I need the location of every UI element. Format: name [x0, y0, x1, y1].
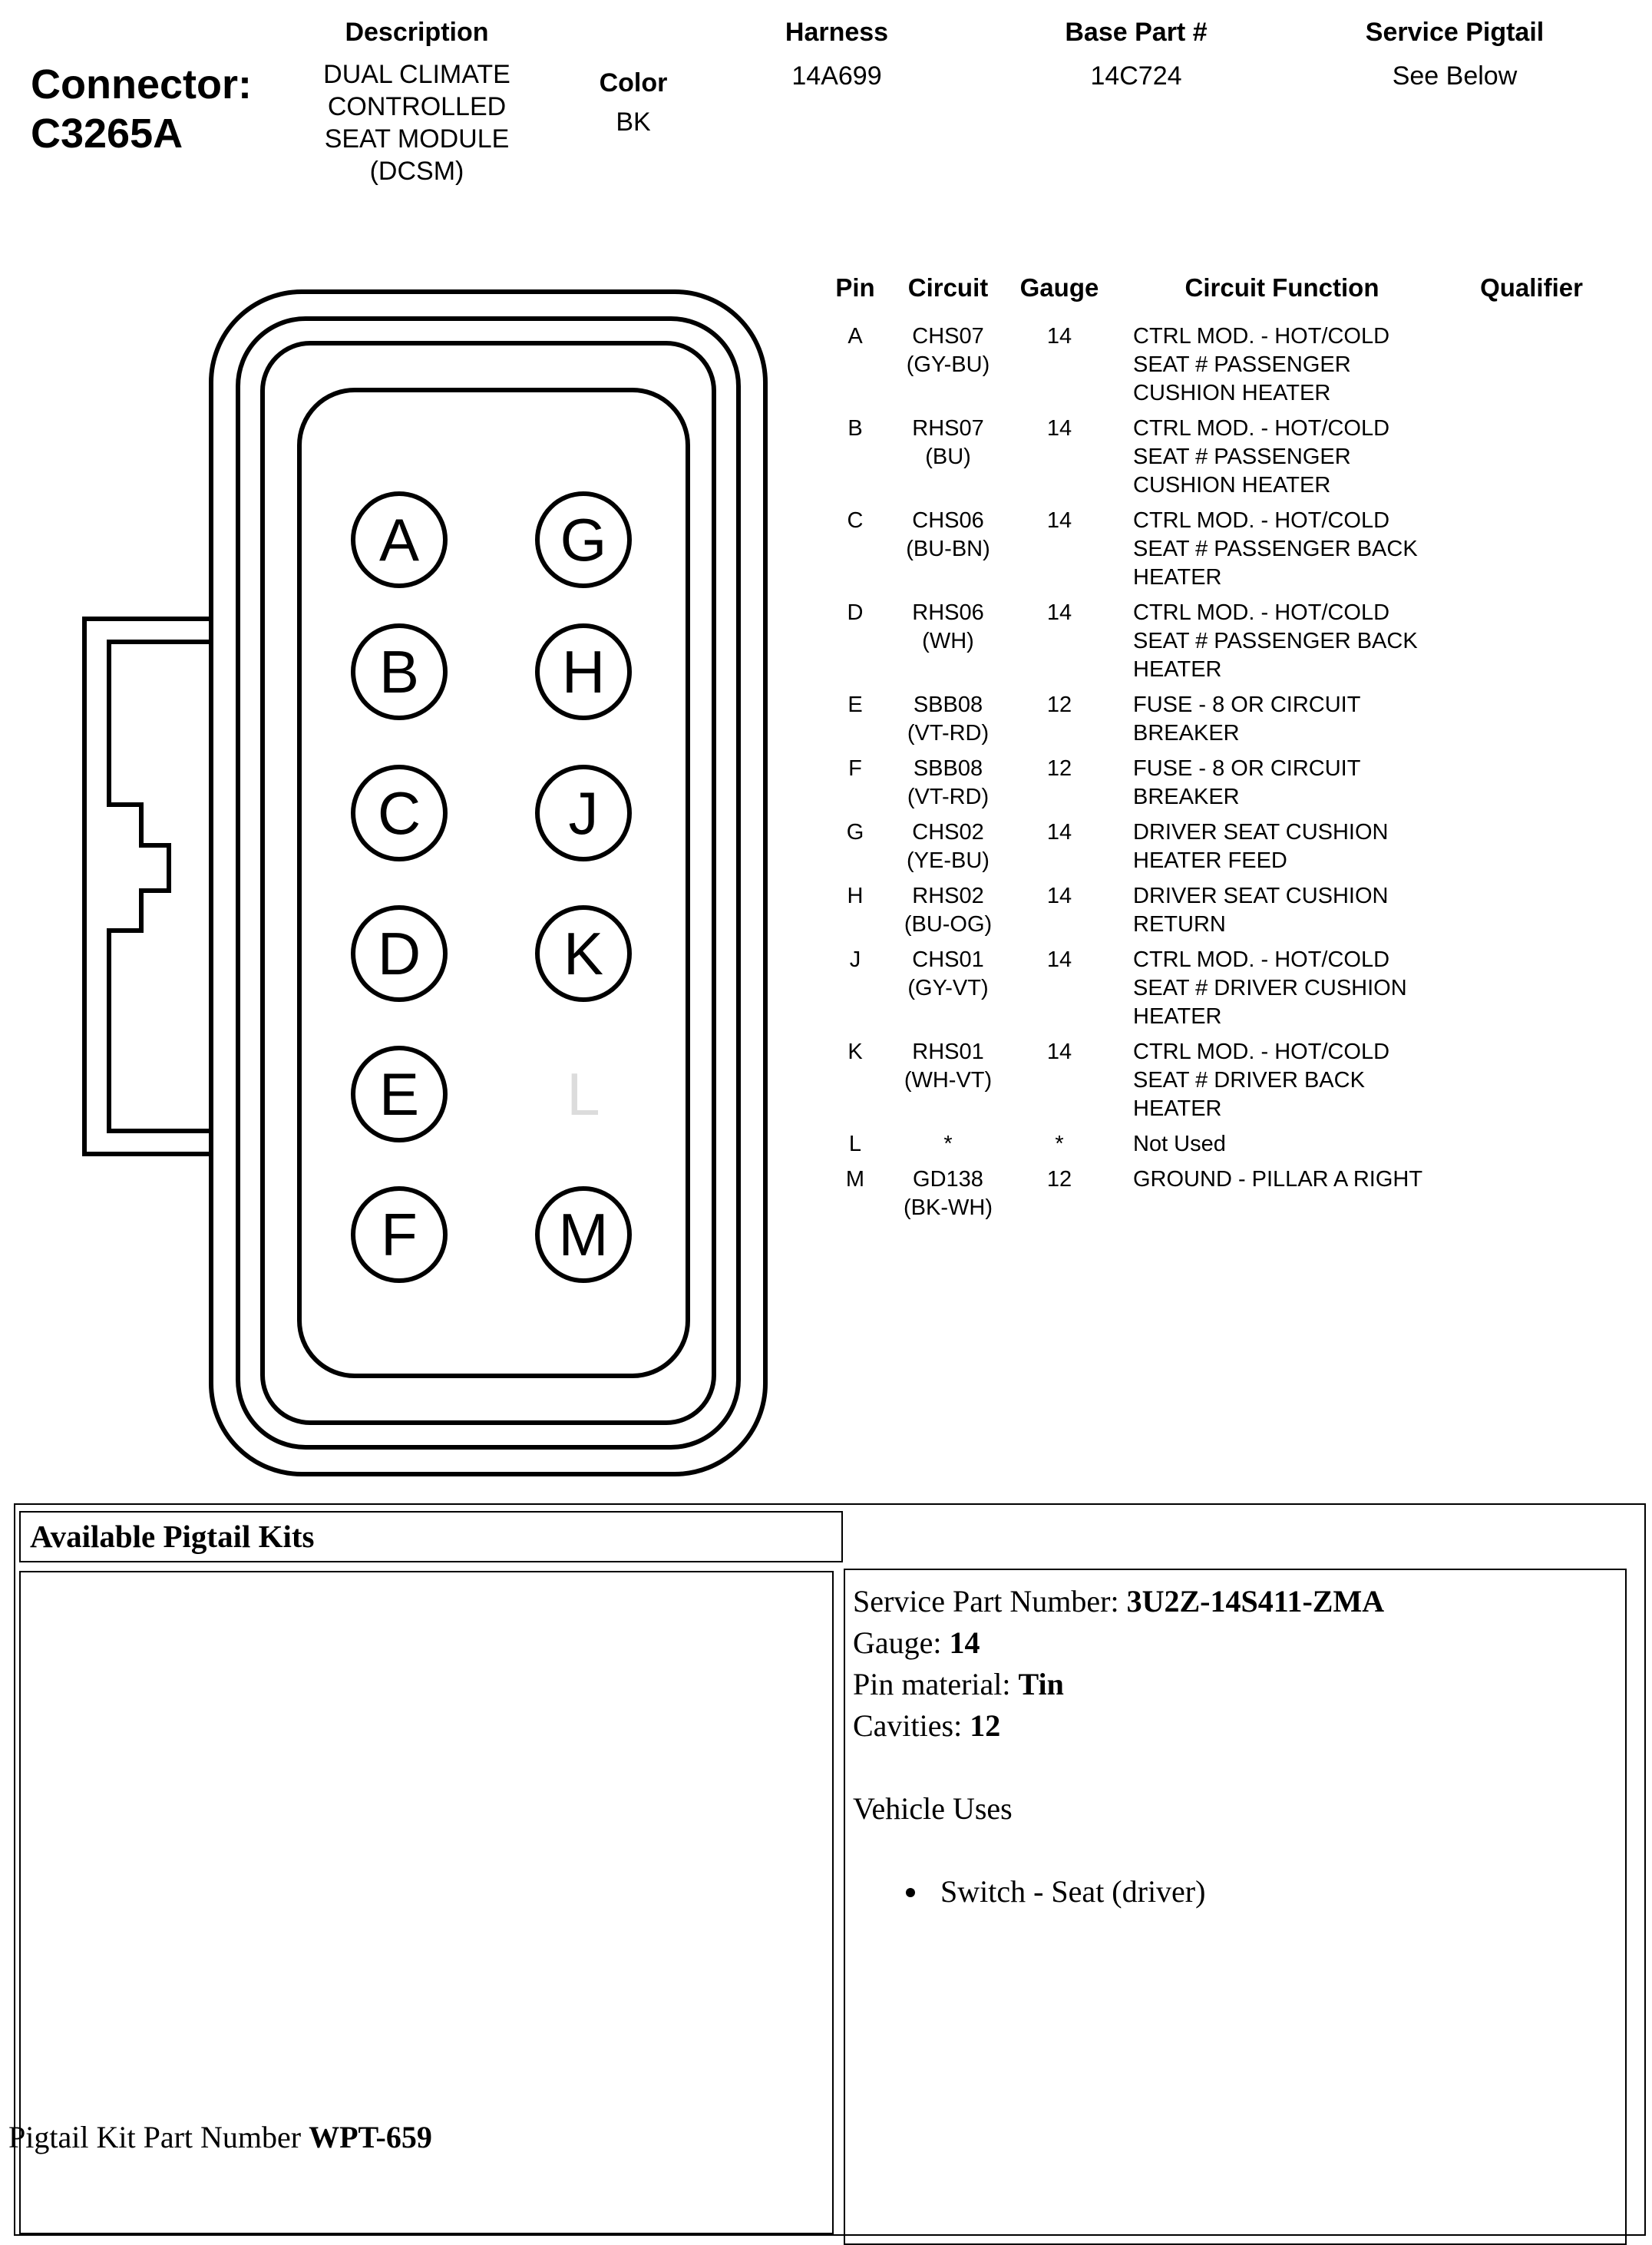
harness-label: Harness [785, 18, 889, 47]
qualifier-value [1459, 507, 1574, 592]
service-part-label: Service Part Number: [853, 1584, 1127, 1618]
pin-table-row [828, 691, 1604, 748]
gauge-value: 14 [1046, 600, 1072, 625]
cavities-value: 12 [970, 1708, 1001, 1743]
pin-table-header-pin: Pin [835, 273, 875, 302]
vehicle-use-item: • Switch - Seat (driver) [930, 1871, 1625, 1913]
pin-letter: E [378, 1060, 420, 1128]
pin-id: J [849, 947, 861, 972]
service-part-value: 3U2Z-14S411-ZMA [1126, 1584, 1385, 1618]
base-part-label: Base Part # [1065, 18, 1208, 47]
circuit-function: DRIVER SEAT CUSHION RETURN [1133, 884, 1389, 937]
pin-id: E [847, 693, 863, 717]
pin-table-row [828, 1130, 1604, 1159]
vehicle-uses-list [853, 1871, 1625, 1913]
circuit-function: CTRL MOD. - HOT/COLD SEAT # DRIVER CUSHION HEATER [1133, 947, 1407, 1029]
circuit-code: RHS01 (WH-VT) [904, 1040, 993, 1093]
qualifier-value [1459, 1165, 1574, 1222]
vehicle-uses-label: Vehicle Uses [853, 1791, 1013, 1826]
qualifier-value [1459, 1130, 1574, 1159]
circuit-code: GD138 (BK-WH) [904, 1167, 993, 1220]
harness-value: 14A699 [791, 61, 882, 91]
connector-outline-inner [263, 343, 714, 1423]
circuit-function: DRIVER SEAT CUSHION HEATER FEED [1133, 820, 1389, 873]
circuit-code: RHS07 (BU) [912, 416, 984, 469]
gauge-label: Gauge: [853, 1625, 950, 1660]
pin-table-row [828, 755, 1604, 812]
description-value [290, 58, 544, 187]
connector-key-tab-inner [109, 642, 212, 1131]
pin-table-header-qualifier: Qualifier [1480, 273, 1583, 302]
circuit-function: Not Used [1133, 1132, 1226, 1156]
circuit-code: CHS02 (YE-BU) [907, 820, 990, 873]
qualifier-value [1459, 755, 1574, 812]
connector-id: C3265A [31, 111, 183, 157]
gauge-value: 12 [1046, 1167, 1072, 1192]
pin-table-rows [828, 322, 1604, 1229]
circuit-function: CTRL MOD. - HOT/COLD SEAT # PASSENGER CUSHION HEATER [1133, 416, 1390, 498]
gauge-value: 14 [1046, 1040, 1072, 1064]
circuit-function: FUSE - 8 OR CIRCUIT BREAKER [1133, 693, 1361, 746]
pin-id: D [847, 600, 864, 625]
pin-letter: D [377, 920, 421, 987]
circuit-code: RHS02 (BU-OG) [904, 884, 993, 937]
qualifier-value [1459, 691, 1574, 748]
cavities-label: Cavities: [853, 1708, 970, 1743]
color-label: Color [599, 68, 668, 98]
pin-id: A [847, 324, 863, 349]
pigtail-kit-value: WPT-659 [309, 2120, 432, 2154]
gauge-value: 14 [1046, 508, 1072, 533]
pin-letter: M [558, 1201, 609, 1268]
circuit-function: GROUND - PILLAR A RIGHT [1133, 1167, 1423, 1192]
qualifier-value [1459, 322, 1574, 408]
pin-table-header-gauge: Gauge [1019, 273, 1099, 302]
available-pigtail-kits-header: Available Pigtail Kits [19, 1511, 843, 1562]
circuit-code: SBB08 (VT-RD) [907, 756, 990, 809]
gauge-value: * [1055, 1132, 1064, 1156]
pin-letter: A [378, 506, 420, 574]
circuit-function: CTRL MOD. - HOT/COLD SEAT # PASSENGER CUSHION HEATER [1133, 324, 1390, 405]
circuit-code: CHS07 (GY-BU) [906, 324, 990, 377]
header-col-service-pigtail [1355, 17, 1555, 92]
description-line: (DCSM) [369, 157, 464, 186]
gauge-line [853, 1622, 1625, 1664]
gauge-value: 12 [1046, 756, 1072, 781]
pin-table-row [828, 599, 1604, 684]
gauge-value: 14 [1046, 820, 1072, 845]
color-value: BK [616, 107, 651, 137]
connector-outline-outer [211, 292, 765, 1474]
pin-table-row [828, 818, 1604, 875]
gauge-value: 14 [1046, 416, 1072, 441]
connector-title [31, 60, 252, 158]
gauge-value: 14 [949, 1625, 980, 1660]
pin-material-label: Pin material: [853, 1667, 1019, 1701]
header-col-color [583, 68, 683, 138]
circuit-code: * [943, 1132, 953, 1156]
description-line: CONTROLLED [327, 92, 507, 121]
pin-letter: B [378, 638, 420, 706]
pin-letter: F [381, 1201, 418, 1268]
connector-key-tab-outer [84, 619, 212, 1154]
circuit-function: FUSE - 8 OR CIRCUIT BREAKER [1133, 756, 1361, 809]
service-part-number-line [853, 1581, 1625, 1622]
pin-table-header [828, 273, 1604, 303]
gauge-value: 14 [1046, 947, 1072, 972]
pin-letter: J [568, 779, 599, 847]
gauge-value: 14 [1046, 324, 1072, 349]
pin-letter-unused: L [567, 1060, 600, 1128]
qualifier-value [1459, 882, 1574, 939]
qualifier-value [1459, 415, 1574, 500]
pin-table-row [828, 507, 1604, 592]
pin-table-row [828, 415, 1604, 500]
pin-id: M [845, 1167, 865, 1192]
pin-letter: C [377, 779, 421, 847]
service-pigtail-label: Service Pigtail [1365, 18, 1545, 47]
pin-table-row [828, 322, 1604, 408]
cavities-line [853, 1705, 1625, 1747]
circuit-code: CHS06 (BU-BN) [906, 508, 990, 561]
circuit-function: CTRL MOD. - HOT/COLD SEAT # PASSENGER BACK HEATER [1133, 600, 1418, 682]
pin-letter: G [560, 506, 607, 574]
pin-material-value: Tin [1018, 1667, 1064, 1701]
circuit-code: RHS06 (WH) [912, 600, 984, 653]
pin-table-row [828, 882, 1604, 939]
description-label: Description [345, 18, 489, 47]
qualifier-value [1459, 946, 1574, 1031]
connector-pinout-diagram [61, 276, 783, 1490]
pin-table-row [828, 946, 1604, 1031]
pin-table-row [828, 1038, 1604, 1123]
circuit-code: CHS01 (GY-VT) [907, 947, 989, 1000]
pin-id: H [847, 884, 864, 908]
circuit-code: SBB08 (VT-RD) [907, 693, 990, 746]
pin-id: F [848, 756, 862, 781]
pin-letter: H [561, 638, 606, 706]
qualifier-value [1459, 599, 1574, 684]
connector-outline-mid [238, 319, 738, 1447]
header-col-base-part [1044, 17, 1228, 92]
circuit-function: CTRL MOD. - HOT/COLD SEAT # DRIVER BACK HEATER [1133, 1040, 1390, 1121]
connector-label: Connector: [31, 61, 252, 107]
header-col-description [290, 17, 544, 187]
gauge-value: 12 [1046, 693, 1072, 717]
qualifier-value [1459, 1038, 1574, 1123]
pin-table-header-function: Circuit Function [1184, 273, 1379, 302]
pigtail-kit-part-number [8, 2119, 432, 2155]
pin-id: C [847, 508, 864, 533]
pin-id: L [848, 1132, 862, 1156]
header-col-harness [760, 17, 914, 92]
pin-id: B [847, 416, 863, 441]
pin-table-row [828, 1165, 1604, 1222]
pin-letter: K [563, 920, 604, 987]
pin-id: K [847, 1040, 863, 1064]
gauge-value: 14 [1046, 884, 1072, 908]
description-line: SEAT MODULE [324, 124, 510, 154]
qualifier-value [1459, 818, 1574, 875]
service-part-box [844, 1569, 1627, 2245]
service-pigtail-value: See Below [1392, 61, 1518, 91]
circuit-function: CTRL MOD. - HOT/COLD SEAT # PASSENGER BACK HEATER [1133, 508, 1418, 590]
pigtail-kit-label: Pigtail Kit Part Number [8, 2120, 309, 2154]
pin-material-line [853, 1664, 1625, 1705]
base-part-value: 14C724 [1090, 61, 1182, 91]
pin-id: G [846, 820, 864, 845]
description-line: DUAL CLIMATE [323, 60, 510, 89]
pin-table-header-circuit: Circuit [907, 273, 989, 302]
